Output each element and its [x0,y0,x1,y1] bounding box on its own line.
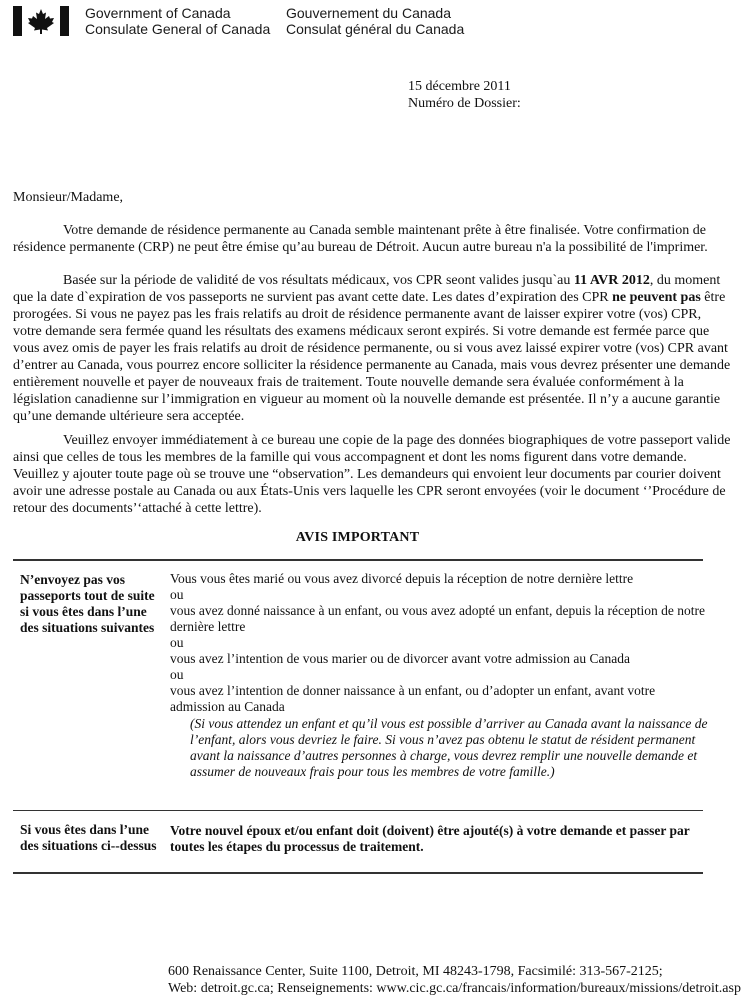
paragraph-1 [13,222,731,256]
notice-row2-content: Votre nouvel époux et/ou enfant doit (doivent) être ajouté(s) à votre demande et passer par toutes les étapes du processus de traitement. [170,823,690,854]
salutation: Monsieur/Madame, [13,190,124,205]
situation-or: ou [170,587,184,602]
government-name-french [286,5,464,37]
expiry-date: 11 AVR 2012 [573,273,650,288]
notice-row2-label: Si vous êtes dans l’une des situations ci--dessus [20,822,157,853]
situation-note: (Si vous attendez un enfant et qu’il vous est possible d’arriver au Canada avant la naissance de l’enfant, alors vous devriez le faire. Si vous n’avez pas obtenu le statut de résident permanent avant la naissance d’autres personnes à charge, vous devrez remplir une nouvelle demande et assumer de nouveaux frais pour tous les membres de votre famille.) [190,716,708,779]
date-block [408,78,521,112]
notice-middle-rule [13,810,703,811]
cannot-be-extended: ne peuvent pas [612,290,701,305]
situation-or: ou [170,667,184,682]
footer-web: Web: detroit.gc.ca; Renseignements: www.cic.gc.ca/francais/information/bureaux/missions/detroit.asp [168,981,741,996]
government-of-canada-en: Government of Canada [85,5,231,21]
notice-bottom-rule [13,872,703,874]
consulate-general-en: Consulate General of Canada [85,21,271,37]
paragraph-2-part-a: Basée sur la période de validité de vos résultats médicaux, vos CPR seont valides jusqu`au [63,273,574,288]
file-number-label: Numéro de Dossier: [408,96,521,111]
paragraph-3-text: Veuillez envoyer immédiatement à ce bureau une copie de la page des données biographiques de votre passeport valide ainsi que celles de tous les membres de la famille qui vous accompagnent et dont les noms figurent dans votre demande. Veuillez y ajouter toute page où se trouve une “observation”. Les demandeurs qui envoient leur documents par courier doivent avoir une adresse postale au Canada ou aux États-Unis vers laquelle les CPR seront envoyées (voir le document ‘’Procédure de retour des documents’‘attaché à cette lettre). [13,433,731,516]
notice-row1-content [170,571,710,780]
paragraph-3 [13,432,731,517]
notice-title [0,530,751,546]
letter-date: 15 décembre 2011 [408,79,511,94]
paragraph-1-text: Votre demande de résidence permanente au Canada semble maintenant prête à être finalisée. Votre confirmation de résidence permanente (CRP) ne peut être émise qu’au bureau de Détroit. Aucun autre bureau n'a la possibilité de l'imprimer. [13,223,708,255]
consulate-general-fr: Consulat général du Canada [286,21,465,37]
situation-item: vous avez l’intention de vous marier ou de divorcer avant votre admission au Canada [170,651,630,666]
situation-item: vous avez donné naissance à un enfant, ou vous avez adopté un enfant, depuis la réception de notre dernière lettre [170,603,705,634]
notice-title-text: AVIS IMPORTANT [295,530,420,545]
letterhead [13,5,751,39]
paragraph-2 [13,272,731,425]
notice-top-rule [13,559,703,561]
notice-row1-label: N’envoyez pas vos passeports tout de suite si vous êtes dans l’une des situations suivantes [20,572,155,635]
situation-item: vous avez l’intention de donner naissance à un enfant, ou d’adopter un enfant, avant votre admission au Canada [170,683,656,714]
paragraph-2-text [13,272,731,425]
situation-item: Vous vous êtes marié ou vous avez divorcé depuis la réception de notre dernière lettre [170,571,634,586]
maple-leaf-icon [13,6,69,36]
government-of-canada-fr: Gouvernement du Canada [286,5,451,21]
paragraph-2-part-c: être prorogées. Si vous ne payez pas les frais relatifs au droit de résidence permanente avant de laisser expirer votre (vos) CPR, votre demande sera fermée quand les résultats des examens médicaux seront expirés. Si votre demande est fermée parce que vous avez omis de payer les frais relatifs au droit de résidence permanente, ou si vous avez laissé expirer votre (vos) CPR avant d’entrer au Canada, vous pourrez encore solliciter la résidence permanente au Canada, mais vous devrez présenter une demande entièrement nouvelle et payer de nouveaux frais de traitement. Toute nouvelle demande sera évaluée conformément à la législation canadienne sur l’immigration en vigueur au moment où la nouvelle demande est présentée. Il n’y a aucune garantie qu’une demande ultérieure sera acceptée. [13,290,731,424]
situation-or: ou [170,635,184,650]
footer [168,963,741,997]
paragraph-2-part-b: , du moment que la date d`expiration de vos passeports ne survient pas avant cette date. Les dates d’expiration des CPR [13,273,721,305]
footer-address: 600 Renaissance Center, Suite 1100, Detroit, MI 48243-1798, Facsimilé: 313-567-2125; [168,964,663,979]
government-name-english [85,5,270,37]
